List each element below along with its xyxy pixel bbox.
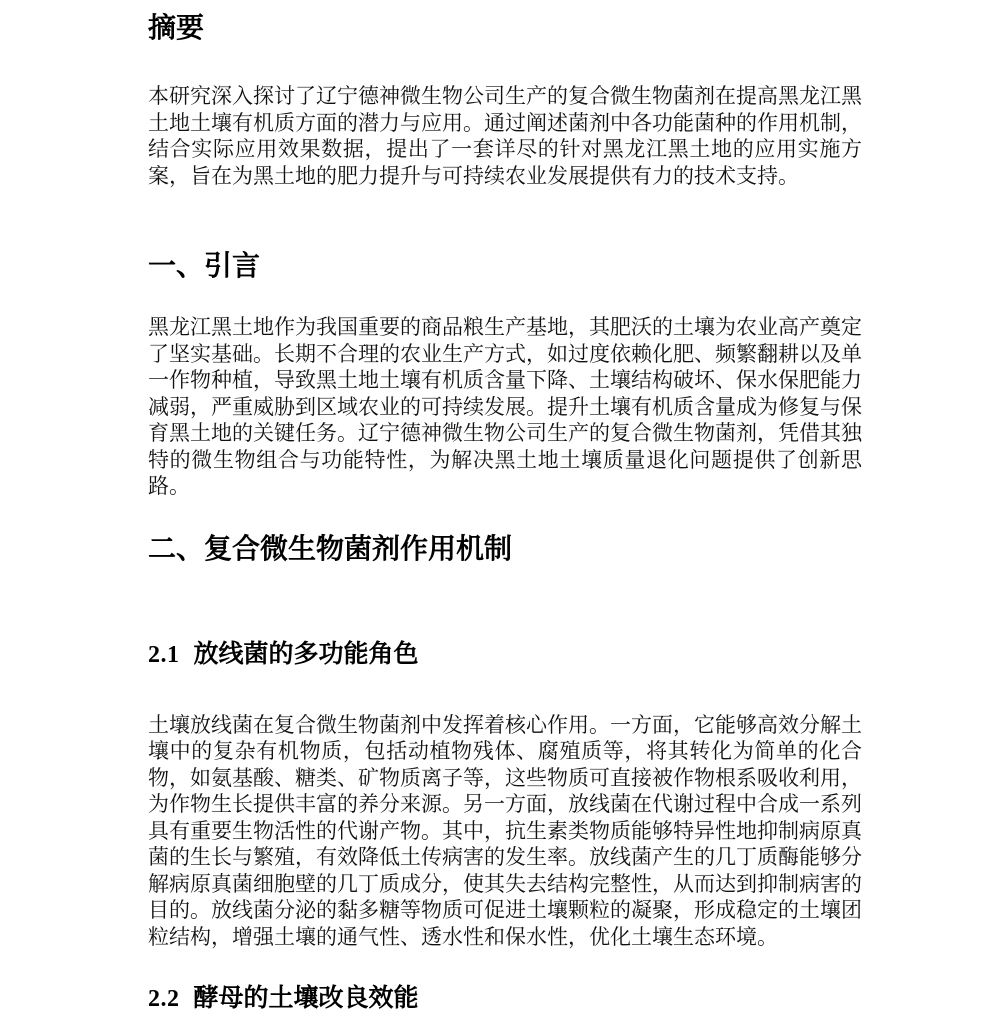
- subsection-2-2-title: 酵母的土壤改良效能: [193, 984, 419, 1012]
- document-page: [148, 0, 862, 1012]
- subsection-2-1-number: 2.1: [148, 641, 180, 668]
- introduction-paragraph: 黑龙江黑土地作为我国重要的商品粮生产基地，其肥沃的土壤为农业高产奠定了坚实基础。长期不合理的农业生产方式，如过度依赖化肥、频繁翻耕以及单一作物种植，导致黑土地土壤有机质含量下降、土壤结构破坏、保水保肥能力减弱，严重威胁到区域农业的可持续发展。提升土壤有机质含量成为修复与保育黑土地的关键任务。辽宁德神微生物公司生产的复合微生物菌剂，凭借其独特的微生物组合与功能特性，为解决黑土地土壤质量退化问题提供了创新思路。: [148, 316, 862, 498]
- abstract-heading: 摘要: [148, 12, 205, 43]
- mechanism-heading: 二、复合微生物菌剂作用机制: [148, 532, 513, 564]
- subsection-2-1-paragraph: 土壤放线菌在复合微生物菌剂中发挥着核心作用。一方面，它能够高效分解土壤中的复杂有机物质，包括动植物残体、腐殖质等，将其转化为简单的化合物，如氨基酸、糖类、矿物质离子等，这些物质可直接被作物根系吸收利用，为作物生长提供丰富的养分来源。另一方面，放线菌在代谢过程中合成一系列具有重要生物活性的代谢产物。其中，抗生素类物质能够特异性地抑制病原真菌的生长与繁殖，有效降低土传病害的发生率。放线菌产生的几丁质酶能够分解病原真菌细胞壁的几丁质成分，使其失去结构完整性，从而达到抑制病害的目的。放线菌分泌的黏多糖等物质可促进土壤颗粒的凝聚，形成稳定的土壤团粒结构，增强土壤的通气性、透水性和保水性，优化土壤生态环境。: [148, 713, 862, 949]
- subsection-2-2-number: 2.2: [148, 986, 180, 1012]
- introduction-heading: 一、引言: [148, 250, 261, 281]
- subsection-2-2-heading: [148, 985, 862, 1012]
- subsection-2-1-heading: [148, 641, 862, 668]
- subsection-2-1-title: 放线菌的多功能角色: [193, 639, 419, 668]
- abstract-paragraph: 本研究深入探讨了辽宁德神微生物公司生产的复合微生物菌剂在提高黑龙江黑土地土壤有机质方面的潜力与应用。通过阐述菌剂中各功能菌种的作用机制，结合实际应用效果数据，提出了一套详尽的针对黑龙江黑土地的应用实施方案，旨在为黑土地的肥力提升与可持续农业发展提供有力的技术支持。: [148, 85, 862, 188]
